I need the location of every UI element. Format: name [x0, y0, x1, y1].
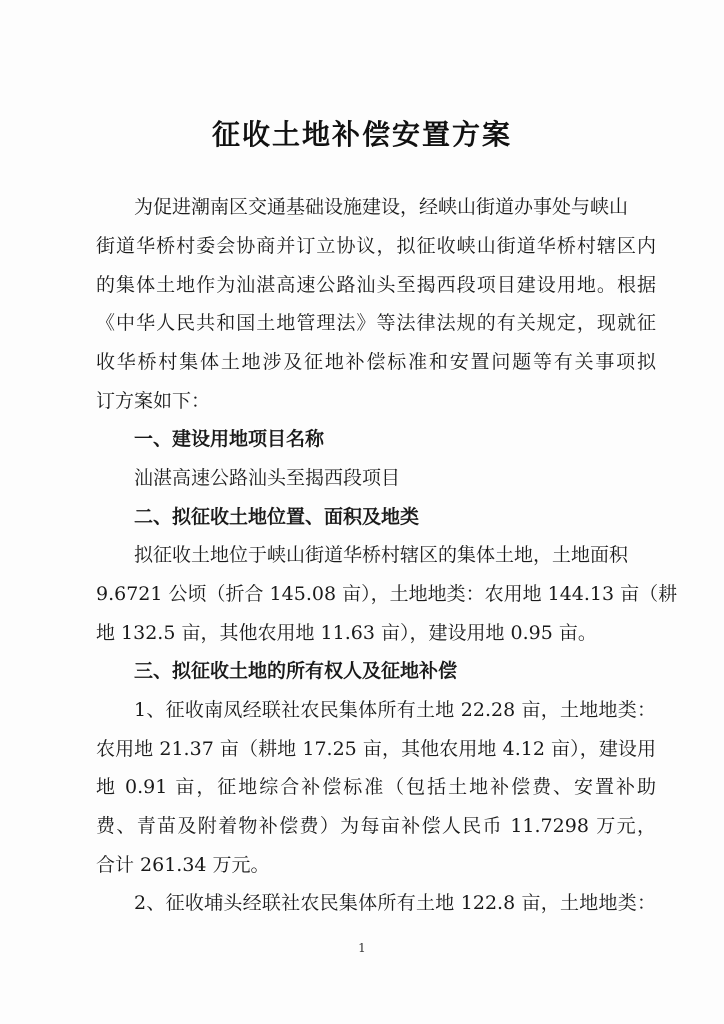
paragraph-line: 合计 261.34 万元。	[96, 854, 270, 876]
paragraph-line: 为促进潮南区交通基础设施建设，经峡山街道办事处与峡山	[134, 196, 629, 218]
document-title: 征收土地补偿安置方案	[211, 118, 512, 151]
section-heading: 一、建设用地项目名称	[134, 428, 325, 450]
paragraph-line: 地 0.91 亩，征地综合补偿标准（包括土地补偿费、安置补助	[96, 776, 656, 798]
paragraph-line: 《中华人民共和国土地管理法》等法律法规的有关规定，现就征	[96, 312, 656, 334]
paragraph-line: 1、征收南凤经联社农民集体所有土地 22.28 亩，土地地类：	[134, 699, 656, 721]
paragraph-line: 汕湛高速公路汕头至揭西段项目	[134, 467, 401, 489]
paragraph-line: 的集体土地作为汕湛高速公路汕头至揭西段项目建设用地。根据	[96, 274, 656, 296]
paragraph-line: 订方案如下：	[96, 390, 211, 412]
paragraph-line: 拟征收土地位于峡山街道华桥村辖区的集体土地，土地面积	[134, 544, 629, 566]
paragraph-line: 街道华桥村委会协商并订立协议，拟征收峡山街道华桥村辖区内	[96, 235, 656, 257]
paragraph-line: 费、青苗及附着物补偿费）为每亩补偿人民币 11.7298 万元，	[96, 815, 656, 837]
paragraph-line: 收华桥村集体土地涉及征地补偿标准和安置问题等有关事项拟	[96, 351, 656, 373]
paragraph-line: 农用地 21.37 亩（耕地 17.25 亩，其他农用地 4.12 亩），建设用	[96, 738, 656, 760]
page-number: 1	[358, 941, 366, 955]
paragraph-line: 地 132.5 亩，其他农用地 11.63 亩），建设用地 0.95 亩。	[96, 622, 597, 644]
section-heading: 二、拟征收土地位置、面积及地类	[134, 506, 420, 528]
paragraph-line: 2、征收埔头经联社农民集体所有土地 122.8 亩，土地地类：	[134, 892, 656, 914]
paragraph-line: 9.6721 公顷（折合 145.08 亩），土地地类：农用地 144.13 亩（耕	[96, 583, 678, 605]
section-heading: 三、拟征收土地的所有权人及征地补偿	[134, 660, 458, 682]
